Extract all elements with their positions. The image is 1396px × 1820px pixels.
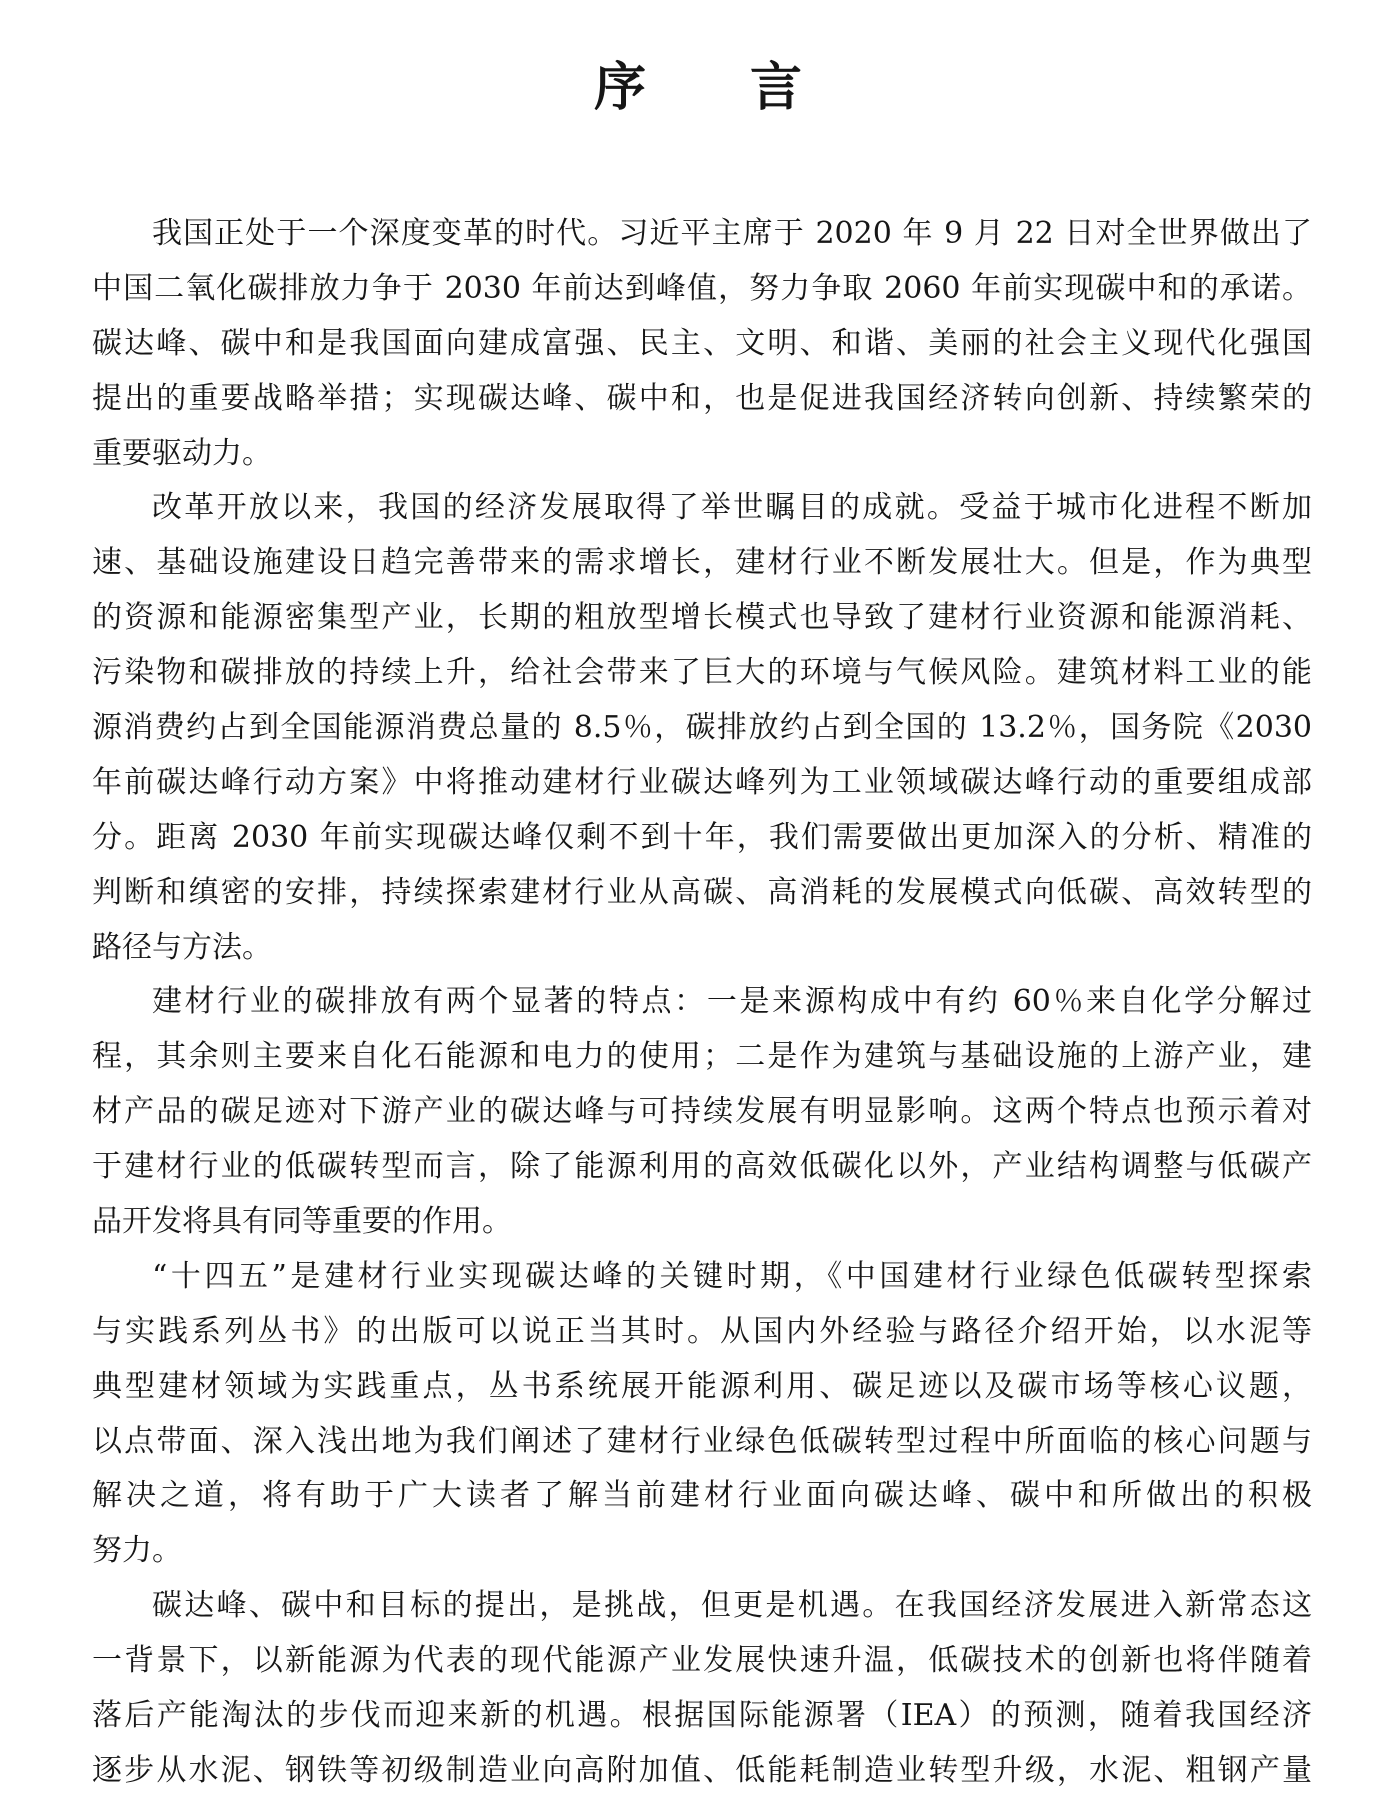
paragraph-line: 典型建材领域为实践重点，丛书系统展开能源利用、碳足迹以及碳市场等核心议题， [92, 1368, 1312, 1404]
paragraph-line: 重要驱动力。 [92, 435, 272, 471]
paragraph-4 [92, 1250, 1312, 1579]
paragraph-line: 程，其余则主要来自化石能源和电力的使用；二是作为建筑与基础设施的上游产业，建 [92, 1039, 1312, 1075]
page-title: 序 言 [593, 57, 802, 118]
paragraph-line: 解决之道，将有助于广大读者了解当前建材行业面向碳达峰、碳中和所做出的积极 [92, 1478, 1312, 1514]
paragraph-1 [92, 207, 1312, 481]
paragraph-line: 速、基础设施建设日趋完善带来的需求增长，建材行业不断发展壮大。但是，作为典型 [92, 545, 1312, 581]
paragraph-line: 努力。 [92, 1533, 182, 1569]
paragraph-line: 分。距离 2030 年前实现碳达峰仅剩不到十年，我们需要做出更加深入的分析、精准的 [92, 819, 1312, 855]
paragraph-line: 污染物和碳排放的持续上升，给社会带来了巨大的环境与气候风险。建筑材料工业的能 [92, 655, 1312, 691]
paragraph-line: 改革开放以来，我国的经济发展取得了举世瞩目的成就。受益于城市化进程不断加 [152, 490, 1312, 526]
paragraph-line: 的资源和能源密集型产业，长期的粗放型增长模式也导致了建材行业资源和能源消耗、 [92, 600, 1312, 636]
paragraph-5 [92, 1579, 1312, 1799]
paragraph-line: 路径与方法。 [92, 929, 272, 965]
paragraph-line: 材产品的碳足迹对下游产业的碳达峰与可持续发展有明显影响。这两个特点也预示着对 [92, 1094, 1312, 1130]
paragraph-line: 中国二氧化碳排放力争于 2030 年前达到峰值，努力争取 2060 年前实现碳中和的承诺。 [92, 270, 1312, 306]
paragraph-3 [92, 975, 1312, 1249]
paragraph-line: 源消费约占到全国能源消费总量的 8.5％，碳排放约占到全国的 13.2％，国务院《2030 [92, 710, 1312, 746]
paragraph-line: 判断和缜密的安排，持续探索建材行业从高碳、高消耗的发展模式向低碳、高效转型的 [92, 874, 1312, 910]
preface-body [92, 207, 1312, 1799]
paragraph-line: 品开发将具有同等重要的作用。 [92, 1204, 512, 1240]
paragraph-line: 年前碳达峰行动方案》中将推动建材行业碳达峰列为工业领域碳达峰行动的重要组成部 [92, 764, 1312, 800]
paragraph-line: 以点带面、深入浅出地为我们阐述了建材行业绿色低碳转型过程中所面临的核心问题与 [92, 1423, 1312, 1459]
paragraph-line: 我国正处于一个深度变革的时代。习近平主席于 2020 年 9 月 22 日对全世界做出了 [152, 216, 1312, 251]
paragraph-line: 建材行业的碳排放有两个显著的特点：一是来源构成中有约 60％来自化学分解过 [152, 984, 1312, 1020]
paragraph-line: 落后产能淘汰的步伐而迎来新的机遇。根据国际能源署（IEA）的预测，随着我国经济 [92, 1698, 1312, 1734]
paragraph-2 [92, 481, 1312, 975]
paragraph-line: 碳达峰、碳中和目标的提出，是挑战，但更是机遇。在我国经济发展进入新常态这 [152, 1588, 1312, 1624]
paragraph-line: 一背景下，以新能源为代表的现代能源产业发展快速升温，低碳技术的创新也将伴随着 [92, 1643, 1312, 1679]
paragraph-line: 逐步从水泥、钢铁等初级制造业向高附加值、低能耗制造业转型升级，水泥、粗钢产量 [92, 1752, 1312, 1788]
paragraph-line: 碳达峰、碳中和是我国面向建成富强、民主、文明、和谐、美丽的社会主义现代化强国 [92, 325, 1312, 361]
paragraph-line: 与实践系列丛书》的出版可以说正当其时。从国内外经验与路径介绍开始，以水泥等 [92, 1313, 1312, 1349]
paragraph-line: 于建材行业的低碳转型而言，除了能源利用的高效低碳化以外，产业结构调整与低碳产 [92, 1149, 1312, 1185]
paragraph-line: 提出的重要战略举措；实现碳达峰、碳中和，也是促进我国经济转向创新、持续繁荣的 [92, 380, 1312, 416]
paragraph-line: “十四五”是建材行业实现碳达峰的关键时期，《中国建材行业绿色低碳转型探索 [152, 1258, 1312, 1294]
